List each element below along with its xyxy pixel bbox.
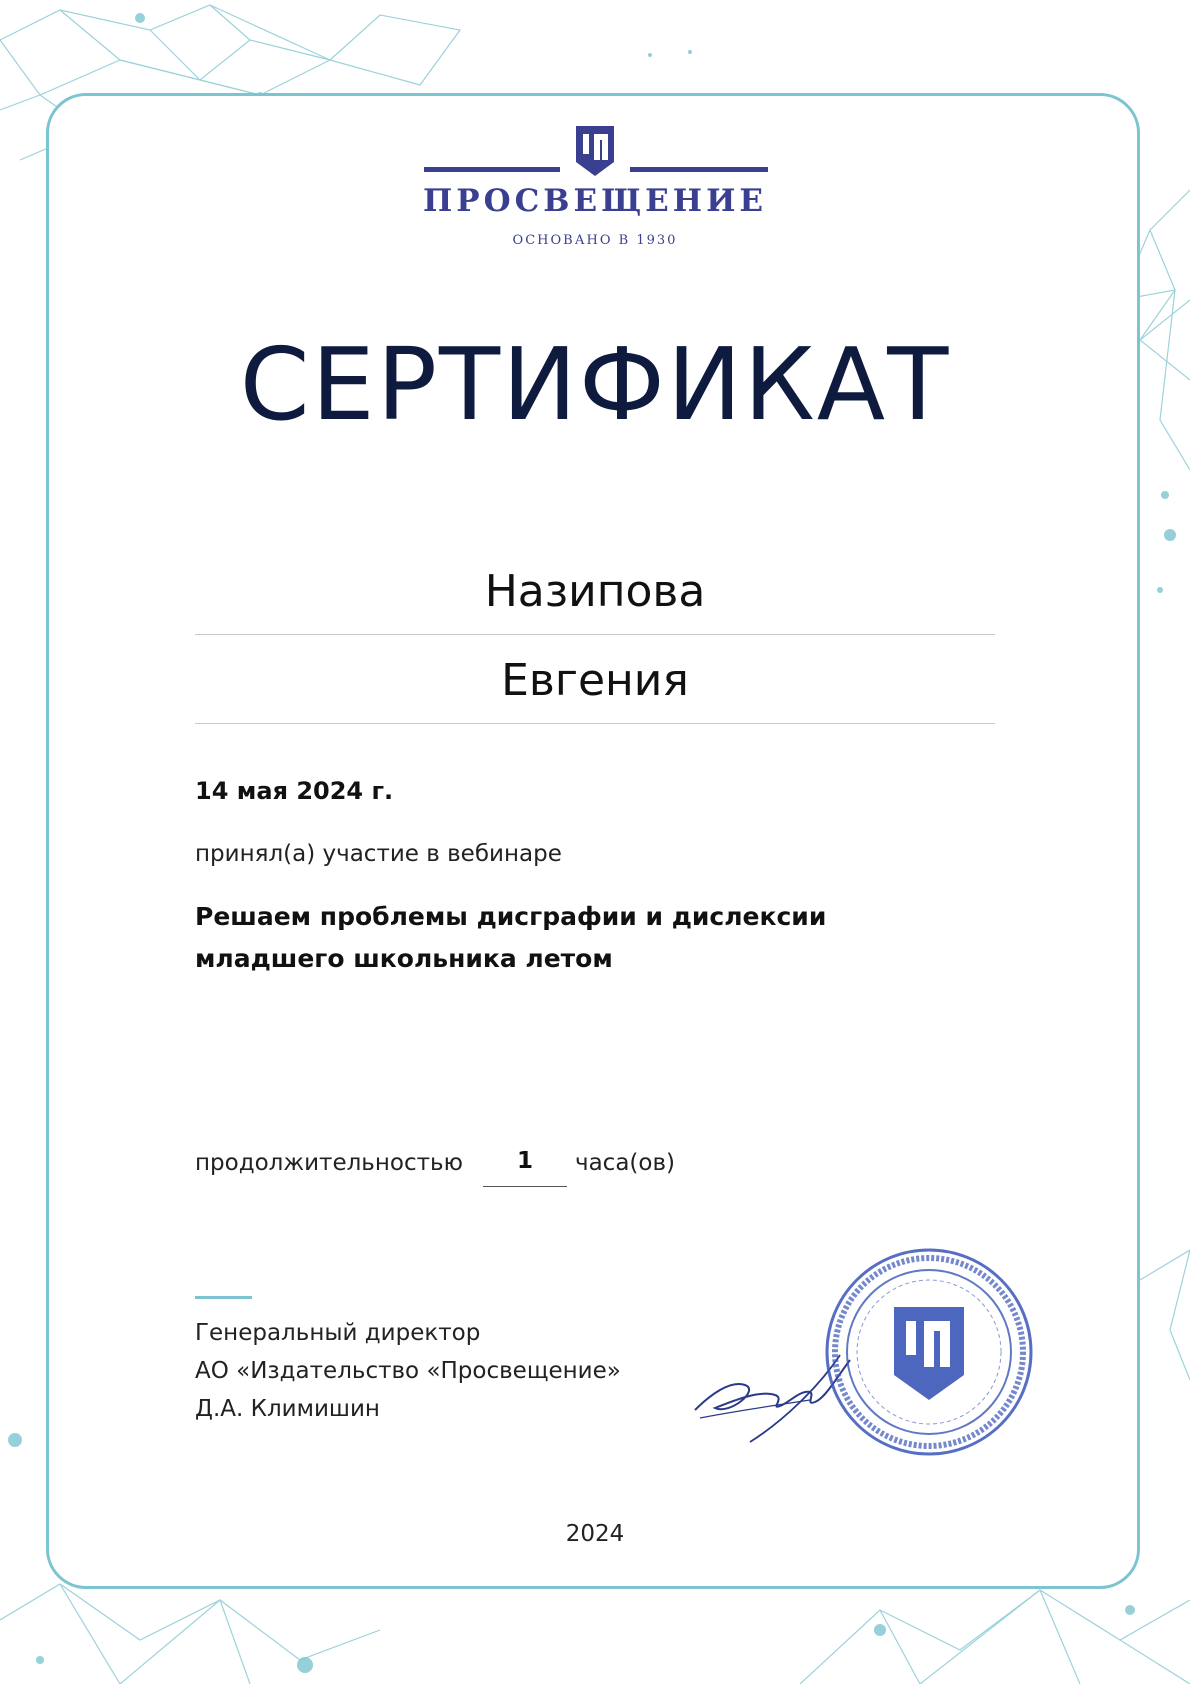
signer-name: Д.А. Климишин — [195, 1396, 380, 1422]
signer-organization: АО «Издательство «Просвещение» — [195, 1358, 621, 1384]
participation-text: принял(а) участие в вебинаре — [195, 841, 562, 867]
webinar-title-line-2: младшего школьника летом — [195, 944, 613, 973]
surname-underline — [195, 634, 995, 635]
webinar-title-line-1: Решаем проблемы дисграфии и дислексии — [195, 902, 827, 931]
ip-shield-icon — [574, 122, 616, 178]
logo-rule-right — [630, 167, 768, 172]
certificate-title: СЕРТИФИКАТ — [239, 326, 951, 443]
event-date: 14 мая 2024 г. — [195, 777, 394, 805]
recipient-surname: Назипова — [484, 566, 706, 617]
round-company-seal — [822, 1245, 1037, 1460]
duration-underline — [483, 1186, 567, 1187]
logo-title: ПРОСВЕЩЕНИЕ — [422, 183, 767, 219]
webinar-title — [195, 896, 915, 980]
accent-dash — [195, 1296, 252, 1299]
duration-unit: часа(ов) — [575, 1150, 675, 1176]
first-name-underline — [195, 723, 995, 724]
logo-rule-left — [424, 167, 560, 172]
footer-year: 2024 — [565, 1521, 625, 1547]
signer-position: Генеральный директор — [195, 1320, 481, 1346]
recipient-first-name: Евгения — [501, 655, 689, 706]
duration-value: 1 — [516, 1148, 533, 1174]
duration-label: продолжительностью — [195, 1150, 463, 1176]
logo-subtitle: ОСНОВАНО В 1930 — [512, 233, 678, 248]
